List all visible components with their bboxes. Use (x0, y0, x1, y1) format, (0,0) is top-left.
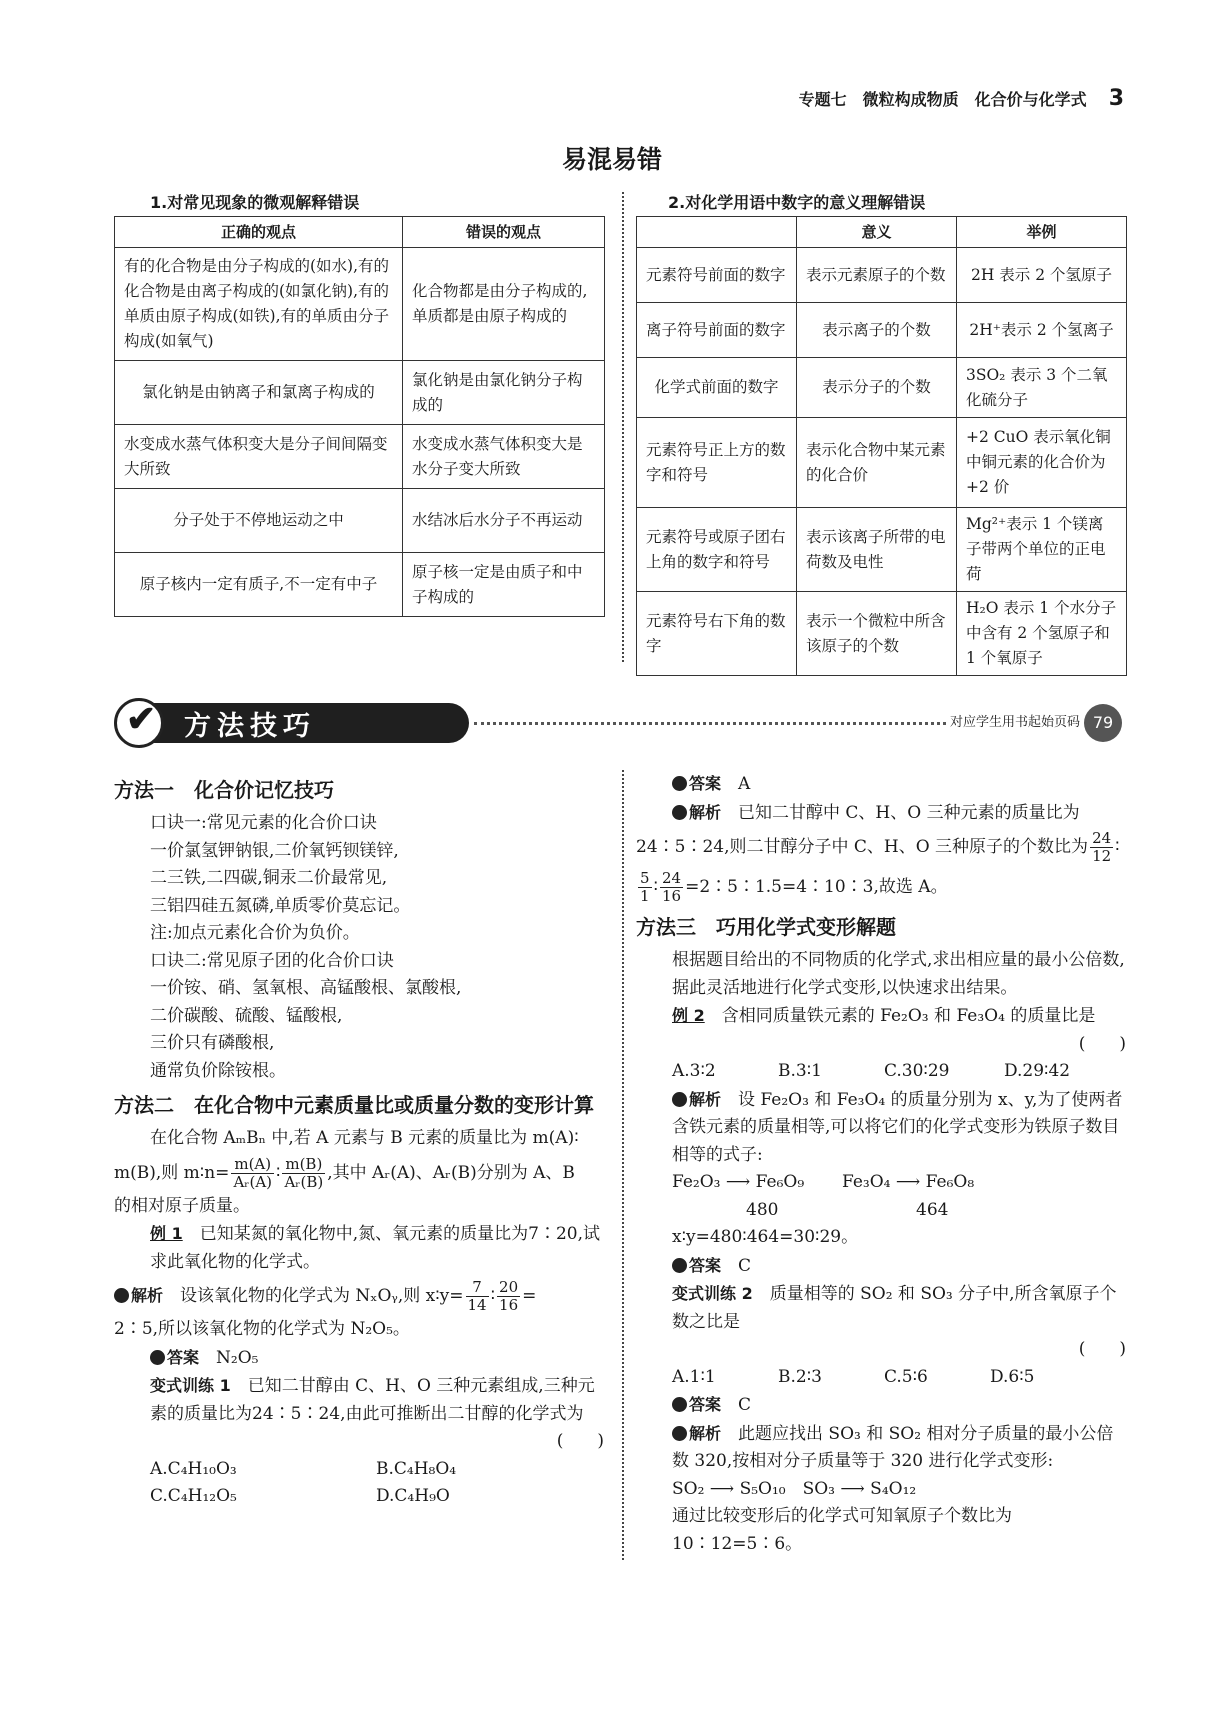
answer-label: 答案 (167, 1347, 200, 1367)
solution-mark-icon (672, 805, 687, 820)
table2-cell: +2 CuO 表示氧化铜中铜元素的化合价为 +2 价 (957, 418, 1127, 508)
numerator: 24 (661, 869, 682, 887)
table2-subtitle: 2.对化学用语中数字的意义理解错误 (668, 193, 926, 212)
training-label: 变式训练 1 (150, 1376, 231, 1395)
training2-options (636, 1364, 1126, 1392)
text-span: m(B),则 m∶n= (114, 1162, 230, 1183)
answer-mark-icon (672, 1258, 687, 1273)
solution-text: 设 Fe₂O₃ 和 Fe₃O₄ 的质量分别为 x、y,为了使两者含铁元素的质量相等,可以将它们的化学式变形为铁原子数目相等的式子: (672, 1089, 1123, 1165)
table2-cell: 元素符号正上方的数字和符号 (637, 418, 797, 508)
training-label: 变式训练 2 (672, 1284, 753, 1303)
option: D.29∶42 (1004, 1061, 1071, 1081)
solution1: 解析 设该氧化物的化学式为 NₓOᵧ,则 x∶y= $\frac{7}{14}$ ∶ $\frac{20}{16}$ = (114, 1276, 604, 1316)
option: A.1∶1 (672, 1366, 716, 1387)
example-text: 已知某氮的氧化物中,氮、氧元素的质量比为7∶20,试求此氧化物的化学式。 (150, 1224, 600, 1272)
answer-value: A (738, 774, 751, 794)
text-line: 的相对原子质量。 (114, 1195, 250, 1216)
option: C.C₄H₁₂O₅ (150, 1486, 237, 1506)
denominator: 16 (499, 1296, 519, 1314)
solution-label: 解析 (131, 1286, 164, 1305)
column-divider-top (622, 192, 624, 662)
option: B.2∶3 (778, 1366, 822, 1387)
table1-cell: 原子核内一定有质子,不一定有中子 (115, 553, 403, 617)
header-title: 专题七 微粒构成物质 化合价与化学式 (798, 90, 1087, 109)
fraction (231, 1156, 274, 1191)
table2-header: 意义 (797, 217, 957, 248)
method3-title: 方法三 巧用化学式变形解题 (636, 915, 896, 939)
fraction (660, 870, 683, 905)
page-number: 3 (1108, 86, 1124, 111)
text-line: 三价只有磷酸根, (150, 1033, 275, 1053)
option: B.3∶1 (778, 1061, 822, 1081)
table2-cell: H₂O 表示 1 个水分子中含有 2 个氢原子和 1 个氧原子 (957, 592, 1127, 676)
answer-blank: ( ) (1078, 1033, 1126, 1054)
misconception-table (114, 216, 605, 617)
answer-label: 答案 (689, 1395, 722, 1414)
right-column (636, 770, 1126, 1558)
numerator: 5 (640, 869, 650, 887)
text-line: 二价碳酸、硫酸、锰酸根, (150, 1005, 343, 1026)
table1-header: 正确的观点 (115, 217, 403, 248)
training2 (636, 1280, 1126, 1336)
left-column (114, 770, 604, 1511)
table2-cell: 表示化合物中某元素的化合价 (797, 418, 957, 508)
option: A.3∶2 (672, 1061, 716, 1081)
text-span: 已知二甘醇中 C、H、O 三种元素的质量比为 (738, 802, 1080, 823)
banner-title: 方法技巧 (184, 711, 316, 742)
table1-cell: 原子核一定是由质子和中子构成的 (403, 553, 605, 617)
running-header (799, 86, 1124, 111)
method1-title: 方法一 化合价记忆技巧 (114, 778, 334, 802)
answer2 (636, 1252, 1126, 1281)
training-text: 质量相等的 SO₂ 和 SO₃ 分子中,所含氧原子个数之比是 (672, 1284, 1117, 1332)
column-divider-bottom (622, 770, 624, 1560)
mass-value: 480 (746, 1199, 779, 1220)
table1-cell: 水变成水蒸气体积变大是水分子变大所致 (403, 425, 605, 489)
method-banner (114, 698, 1132, 748)
numerator: m(A) (231, 1156, 274, 1174)
table2-cell: 离子符号前面的数字 (637, 303, 797, 358)
answer-blank: ( ) (556, 1431, 604, 1451)
fraction (497, 1279, 520, 1314)
text-line: 在化合物 AₘBₙ 中,若 A 元素与 B 元素的质量比为 m(A)∶ (150, 1128, 579, 1148)
answer-mark-icon (672, 1397, 687, 1412)
table2-cell: 元素符号或原子团右上角的数字和符号 (637, 508, 797, 592)
denominator: 16 (661, 887, 682, 905)
solution2 (636, 1086, 1126, 1170)
fraction (466, 1279, 489, 1314)
table2-cell: 3SO₂ 表示 3 个二氧化硫分子 (957, 358, 1127, 418)
table2-header: 举例 (957, 217, 1127, 248)
table2-header (637, 217, 797, 248)
numerator: 24 (1092, 829, 1112, 847)
table2-cell: 元素符号前面的数字 (637, 248, 797, 303)
answer-value: C (738, 1395, 752, 1415)
example1 (114, 1220, 604, 1276)
solution-tr1 (636, 799, 1126, 828)
table2-cell: 表示一个微粒中所含该原子的个数 (797, 592, 957, 676)
table2-cell: 表示该离子所带的电荷数及电性 (797, 508, 957, 592)
table2-cell: 2H 表示 2 个氢原子 (957, 248, 1127, 303)
answer-mark-icon (672, 776, 687, 791)
section-title: 易混易错 (561, 145, 662, 174)
equation: Fe₂O₃ ⟶ Fe₆O₉ (672, 1172, 805, 1192)
table1-cell: 化合物都是由分子构成的,单质都是由原子构成的 (403, 248, 605, 361)
answer-mark-icon (150, 1350, 165, 1365)
table2-cell: 元素符号右下角的数字 (637, 592, 797, 676)
answer-value: N₂O₅ (216, 1347, 259, 1368)
text-line: 注:加点元素化合价为负价。 (150, 923, 360, 943)
example-text: 含相同质量铁元素的 Fe₂O₃ 和 Fe₃O₄ 的质量比是 (721, 1006, 1096, 1026)
solution-text: 此题应找出 SO₃ 和 SO₂ 相对分子质量的最小公倍数 320,按相对分子质量等于 320 进行化学式变形: (672, 1423, 1114, 1471)
example-label: 例 1 (150, 1224, 183, 1243)
mass-value: 464 (916, 1199, 949, 1220)
table2-cell: 表示分子的个数 (797, 358, 957, 418)
method3-paragraph: 根据题目给出的不同物质的化学式,求出相应量的最小公倍数,据此灵活地进行化学式变形,以快速求出结果。 (672, 950, 1125, 998)
answer1 (114, 1344, 604, 1373)
numerator: m(B) (282, 1156, 325, 1174)
answer-label: 答案 (689, 1255, 722, 1275)
banner-note: 对应学生用书起始页码 (946, 711, 1084, 730)
denominator: 14 (467, 1296, 487, 1314)
answer-blank: ( ) (1078, 1339, 1126, 1359)
table1-cell: 有的化合物是由分子构成的(如水),有的化合物是由离子构成的(如氯化钠),有的单质由原子构成(如铁),有的单质由分子构成(如氧气) (115, 248, 403, 361)
fraction (282, 1156, 325, 1191)
text-span: 24∶5∶24,则二甘醇分子中 C、H、O 三种原子的个数比为 (636, 837, 1089, 857)
table2-cell: Mg²⁺表示 1 个镁离子带两个单位的正电荷 (957, 508, 1127, 592)
answer-label: 答案 (689, 774, 722, 793)
table1-cell: 氯化钠是由氯化钠分子构成的 (403, 361, 605, 425)
option: A.C₄H₁₀O₃ (150, 1458, 237, 1479)
denominator: 12 (1092, 847, 1112, 865)
equation: Fe₃O₄ ⟶ Fe₆O₈ (842, 1172, 975, 1192)
table2-cell: 表示离子的个数 (797, 303, 957, 358)
solution-mark-icon (672, 1092, 687, 1107)
denominator: Aᵣ(A) (233, 1172, 273, 1191)
numerator: 20 (499, 1278, 519, 1296)
formula-line: 24∶5∶24,则二甘醇分子中 C、H、O 三种原子的个数比为 $\frac{24}{12}$ ∶ (636, 829, 1120, 865)
solution-mark-icon (114, 1288, 129, 1303)
table1-cell: 水变成水蒸气体积变大是分子间间隔变大所致 (115, 425, 403, 489)
table1-cell: 分子处于不停地运动之中 (115, 489, 403, 553)
answer-tr1 (636, 770, 1126, 799)
method2-title: 方法二 在化合物中元素质量比或质量分数的变形计算 (114, 1093, 594, 1117)
table1-cell: 水结冰后水分子不再运动 (403, 489, 605, 553)
equation-mass-row (636, 1197, 1126, 1225)
fraction (638, 870, 652, 905)
equation-row (636, 1169, 1126, 1197)
numerator: 7 (466, 1279, 489, 1297)
formula-line: $\frac{5}{1}$ ∶ $\frac{24}{16}$ =2∶5∶1.5=4∶10∶3,故选 A。 (640, 869, 948, 905)
text-span: ,其中 Aᵣ(A)、Aᵣ(B)分别为 A、B (327, 1162, 575, 1183)
option: C.5∶6 (884, 1366, 928, 1387)
denominator: 1 (640, 887, 650, 905)
text-line: 2∶5,所以该氧化物的化学式为 N₂O₅。 (114, 1319, 410, 1339)
table2-cell: 化学式前面的数字 (637, 358, 797, 418)
numeral-meaning-table (636, 216, 1127, 676)
checkmark-icon: ✔ (114, 698, 164, 748)
training1 (114, 1372, 604, 1428)
text-line: 一价铵、硝、氢氧根、高锰酸根、氯酸根, (150, 978, 462, 998)
solution-mark-icon (672, 1426, 687, 1441)
example2 (636, 1002, 1126, 1031)
solution-label: 解析 (689, 1089, 722, 1109)
text-span: 设该氧化物的化学式为 NₓOᵧ,则 x∶y= (180, 1286, 464, 1306)
text-line: 口诀二:常见原子团的化合价口诀 (150, 950, 394, 971)
solution-label: 解析 (689, 802, 722, 822)
formula-line: m(B),则 m∶n= $\frac{m(A)}{\text{Aᵣ(A)}}$ ∶ $\frac{m(B)}{\text{Aᵣ(B)}}$ ,其中 Aᵣ(A)、Aᵣ(B)分别为 A、B (114, 1154, 575, 1191)
result-line: x∶y=480∶464=30∶29。 (672, 1227, 859, 1247)
table1-header: 错误的观点 (403, 217, 605, 248)
table1-subtitle: 1.对常见现象的微观解释错误 (150, 193, 360, 212)
fraction (1090, 830, 1113, 865)
denominator: Aᵣ(B) (284, 1172, 324, 1191)
banner-page-badge: 79 (1084, 704, 1122, 742)
conclusion: 通过比较变形后的化学式可知氧原子个数比为 10∶12=5∶6。 (672, 1506, 1012, 1554)
table2-cell: 2H⁺表示 2 个氢离子 (957, 303, 1127, 358)
option: D.C₄H₉O (376, 1486, 450, 1506)
training1-options (114, 1456, 604, 1511)
text-line: 口诀一:常见元素的化合价口诀 (150, 813, 377, 833)
method1-mnemonic (114, 810, 604, 1085)
table1-cell: 氯化钠是由钠离子和氯离子构成的 (115, 361, 403, 425)
answer-value: C (738, 1255, 752, 1276)
example-label: 例 2 (672, 1006, 705, 1025)
option: D.6∶5 (990, 1366, 1035, 1387)
option: B.C₄H₈O₄ (376, 1458, 457, 1479)
solution3 (636, 1420, 1126, 1476)
text-line: 一价氯氢钾钠银,二价氧钙钡镁锌, (150, 840, 399, 861)
text-span: =2∶5∶1.5=4∶10∶3,故选 A。 (685, 877, 948, 897)
text-line: 通常负价除铵根。 (150, 1060, 286, 1081)
equation: SO₂ ⟶ S₅O₁₀ SO₃ ⟶ S₄O₁₂ (672, 1478, 917, 1499)
training-text: 已知二甘醇由 C、H、O 三种元素组成,三种元素的质量比为24∶5∶24,由此可推断出二甘醇的化学式为 (150, 1376, 595, 1424)
table2-cell: 表示元素原子的个数 (797, 248, 957, 303)
text-line: 三铝四硅五氮磷,单质零价莫忘记。 (150, 895, 411, 916)
option: C.30∶29 (884, 1061, 950, 1081)
text-line: 二三铁,二四碳,铜汞二价最常见, (150, 868, 388, 888)
answer3 (636, 1391, 1126, 1420)
solution-label: 解析 (689, 1423, 722, 1443)
example2-options (636, 1058, 1126, 1086)
